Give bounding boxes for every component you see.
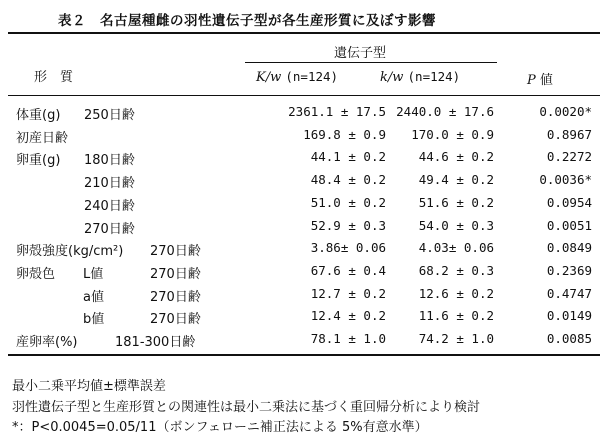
- table-bottom-rule: [8, 354, 600, 356]
- cell-genotype1-value: 12.7 ± 0.2: [310, 286, 386, 301]
- cell-genotype1-value: 67.6 ± 0.4: [310, 263, 386, 278]
- cell-p-value: 0.0954: [546, 195, 592, 210]
- genotype2-n: (n=124): [407, 69, 461, 84]
- genotype2-symbol: k/w: [380, 70, 404, 85]
- row-trait-label: 卵重(g): [16, 153, 61, 168]
- cell-p-value: 0.0849: [546, 240, 592, 255]
- cell-genotype2-value: 54.0 ± 0.3: [418, 218, 494, 233]
- cell-genotype2-value: 68.2 ± 0.3: [418, 263, 494, 278]
- cell-genotype1-value: 51.0 ± 0.2: [310, 195, 386, 210]
- row-age-label: 240日齢: [84, 199, 135, 214]
- genotype-underline: [245, 62, 497, 63]
- genotype1-n: (n=124): [285, 69, 339, 84]
- row-age-label: 270日齢: [84, 222, 135, 237]
- row-color-index-label: a値: [83, 290, 104, 305]
- row-age-label: 180日齢: [84, 153, 135, 168]
- genotype1-header: [256, 69, 338, 85]
- cell-genotype2-value: 170.0 ± 0.9: [411, 127, 494, 142]
- cell-genotype1-value: 2361.1 ± 17.5: [288, 104, 386, 119]
- cell-genotype1-value: 169.8 ± 0.9: [303, 127, 386, 142]
- cell-p-value: 0.0036*: [539, 172, 592, 187]
- cell-genotype1-value: 3.86± 0.06: [310, 240, 386, 255]
- trait-column-header: 形 質: [34, 70, 74, 85]
- cell-genotype1-value: 52.9 ± 0.3: [310, 218, 386, 233]
- row-trait-label: 初産日齢: [16, 131, 69, 146]
- row-color-index-label: L値: [83, 267, 104, 282]
- row-age-label: 270日齢: [150, 244, 201, 259]
- cell-p-value: 0.8967: [546, 127, 592, 142]
- genotype1-symbol: K/w: [256, 70, 282, 85]
- cell-p-value: 0.0085: [546, 331, 592, 346]
- cell-genotype2-value: 74.2 ± 1.0: [418, 331, 494, 346]
- row-age-label: 270日齢: [150, 290, 201, 305]
- row-color-index-label: b値: [83, 312, 105, 327]
- table-top-rule: [8, 32, 600, 34]
- note-significance: *：P<0.0045=0.05/11（ボンフェローニ補正法による 5%有意水準）: [12, 420, 428, 435]
- row-age-label: 210日齢: [84, 176, 135, 191]
- cell-genotype1-value: 44.1 ± 0.2: [310, 149, 386, 164]
- cell-genotype2-value: 11.6 ± 0.2: [418, 308, 494, 323]
- cell-p-value: 0.4747: [546, 286, 592, 301]
- header-separator-rule: [8, 95, 600, 96]
- genotype2-header: [380, 69, 460, 85]
- cell-p-value: 0.0149: [546, 308, 592, 323]
- row-age-label: 270日齢: [150, 312, 201, 327]
- note-lsmean: 最小二乗平均値±標準誤差: [12, 379, 166, 394]
- cell-genotype2-value: 4.03± 0.06: [418, 240, 494, 255]
- p-symbol: P: [527, 73, 536, 88]
- table-caption: 表２ 名古屋種雌の羽性遺伝子型が各生産形質に及ぼす影響: [58, 13, 436, 29]
- row-trait-label: 卵殻強度(kg/cm²): [16, 244, 124, 259]
- cell-genotype2-value: 51.6 ± 0.2: [418, 195, 494, 210]
- cell-p-value: 0.0020*: [539, 104, 592, 119]
- p-suffix: 値: [539, 73, 553, 88]
- cell-genotype1-value: 48.4 ± 0.2: [310, 172, 386, 187]
- row-age-label: 181-300日齢: [115, 335, 196, 350]
- cell-p-value: 0.2272: [546, 149, 592, 164]
- cell-p-value: 0.0051: [546, 218, 592, 233]
- row-age-label: 250日齢: [84, 108, 135, 123]
- cell-genotype2-value: 44.6 ± 0.2: [418, 149, 494, 164]
- cell-p-value: 0.2369: [546, 263, 592, 278]
- genotype-header: 遺伝子型: [334, 46, 387, 61]
- cell-genotype1-value: 78.1 ± 1.0: [310, 331, 386, 346]
- cell-genotype2-value: 12.6 ± 0.2: [418, 286, 494, 301]
- p-value-header: [527, 69, 553, 88]
- row-age-label: 270日齢: [150, 267, 201, 282]
- cell-genotype1-value: 12.4 ± 0.2: [310, 308, 386, 323]
- row-trait-label: 体重(g): [16, 108, 61, 123]
- row-trait-label: 産卵率(%): [16, 335, 78, 350]
- row-trait-label: 卵殻色: [16, 267, 56, 282]
- note-method: 羽性遺伝子型と生産形質との関連性は最小二乗法に基づく重回帰分析により検討: [12, 400, 481, 415]
- cell-genotype2-value: 49.4 ± 0.2: [418, 172, 494, 187]
- cell-genotype2-value: 2440.0 ± 17.6: [396, 104, 494, 119]
